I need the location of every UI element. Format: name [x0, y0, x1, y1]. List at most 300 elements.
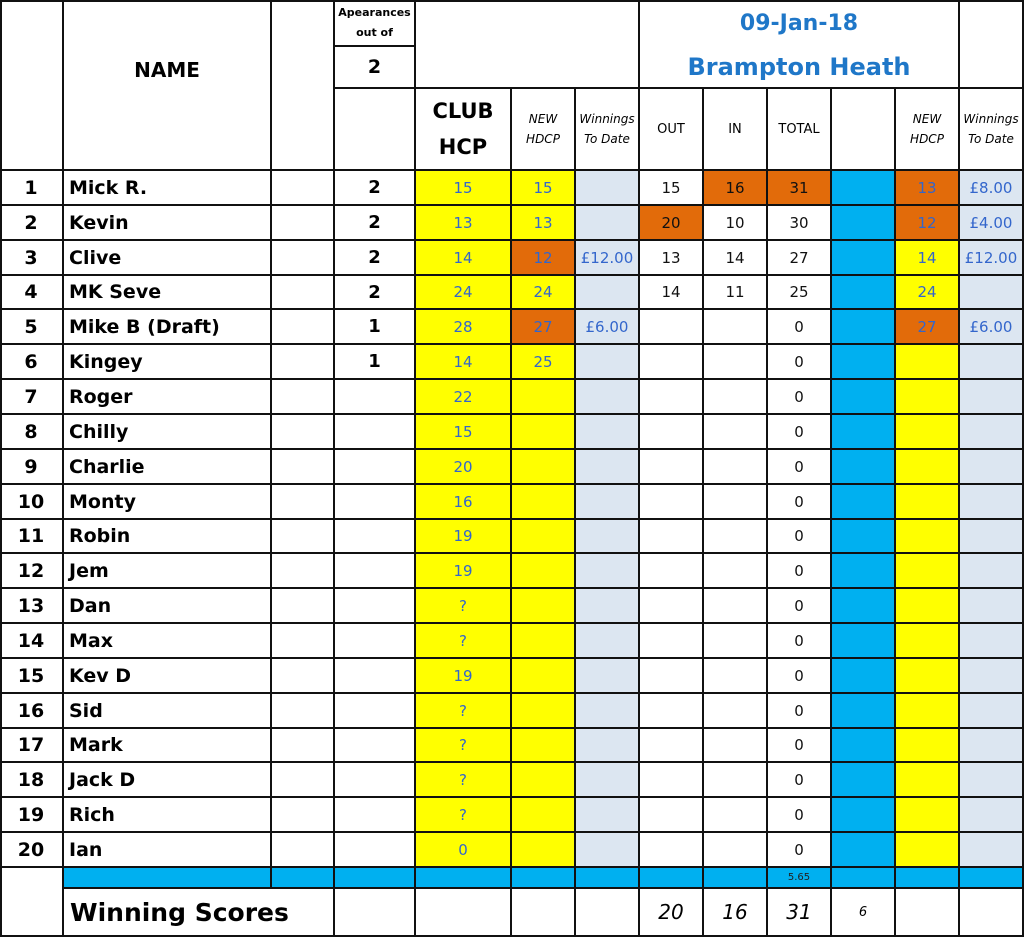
player-name: Monty	[64, 485, 272, 520]
new-hdcp-2-cell	[896, 589, 960, 624]
in-score-cell	[704, 694, 768, 729]
new-hdcp-2-cell	[896, 520, 960, 554]
new-hdcp-line1: NEW	[528, 112, 558, 126]
new-hdcp-2-cell: 13	[896, 171, 960, 206]
row-blank-col	[272, 520, 335, 554]
out-score-cell	[640, 310, 704, 345]
row-number: 6	[0, 345, 64, 380]
in-score-cell	[704, 310, 768, 345]
row-number: 7	[0, 380, 64, 415]
appearances-cell: 2	[335, 276, 416, 310]
winning-out: 20	[640, 889, 704, 937]
winnings-cell	[576, 624, 640, 659]
cyan-cell	[832, 206, 896, 241]
club-hcp-cell: 20	[416, 450, 512, 485]
in-score-cell	[704, 415, 768, 450]
in-score-cell	[704, 554, 768, 589]
cyan-cell	[832, 833, 896, 868]
summary-blank	[416, 889, 512, 937]
total-score-cell: 0	[768, 694, 832, 729]
player-name: Charlie	[64, 450, 272, 485]
player-name: Mick R.	[64, 171, 272, 206]
winnings-2-cell	[960, 624, 1024, 659]
new-hdcp-2-cell	[896, 415, 960, 450]
out-score-cell	[640, 520, 704, 554]
row-number: 9	[0, 450, 64, 485]
row-number: 16	[0, 694, 64, 729]
winnings-2-cell	[960, 589, 1024, 624]
winnings-cell	[576, 345, 640, 380]
new-hdcp-cell: 13	[512, 206, 576, 241]
total-score-cell: 0	[768, 589, 832, 624]
appearances-cell: 2	[335, 206, 416, 241]
new-hdcp2-line2: HDCP	[910, 132, 944, 146]
winnings2-line1: Winnings	[963, 112, 1019, 126]
cyan-cell	[832, 694, 896, 729]
new-hdcp-cell	[512, 554, 576, 589]
out-score-cell: 15	[640, 171, 704, 206]
header-club-hcp	[416, 89, 512, 171]
total-score-cell: 0	[768, 450, 832, 485]
out-score-cell: 13	[640, 241, 704, 276]
header-new-hdcp-2	[896, 89, 960, 171]
total-score-cell: 25	[768, 276, 832, 310]
new-hdcp-2-cell: 12	[896, 206, 960, 241]
winnings-cell	[576, 485, 640, 520]
header-in: IN	[704, 89, 768, 171]
average-total-cell: 5.65	[768, 868, 832, 889]
row-number: 1	[0, 171, 64, 206]
winnings-2-cell	[960, 450, 1024, 485]
row-number: 20	[0, 833, 64, 868]
new-hdcp-2-cell	[896, 624, 960, 659]
total-score-cell: 0	[768, 485, 832, 520]
row-blank-col	[272, 241, 335, 276]
header-right-blank	[960, 0, 1024, 89]
winnings-2-cell	[960, 520, 1024, 554]
winnings-cell	[576, 276, 640, 310]
summary-blank	[335, 889, 416, 937]
in-score-cell: 11	[704, 276, 768, 310]
out-score-cell	[640, 485, 704, 520]
row-number: 11	[0, 520, 64, 554]
new-hdcp-2-cell	[896, 345, 960, 380]
total-score-cell: 0	[768, 798, 832, 833]
appearances-cell	[335, 833, 416, 868]
total-score-cell: 0	[768, 310, 832, 345]
total-score-cell: 0	[768, 554, 832, 589]
winnings-cell	[576, 589, 640, 624]
new-hdcp-2-cell: 14	[896, 241, 960, 276]
new-hdcp-cell	[512, 520, 576, 554]
header-appearances-blank	[335, 89, 416, 171]
out-of-label: out of	[356, 25, 393, 39]
club-hcp-cell: 19	[416, 520, 512, 554]
in-score-cell	[704, 520, 768, 554]
club-hcp-cell: 15	[416, 171, 512, 206]
cyan-cell	[832, 171, 896, 206]
out-score-cell	[640, 450, 704, 485]
summary-cyan-band	[335, 868, 416, 889]
club-hcp-cell: 15	[416, 415, 512, 450]
winnings-cell	[576, 520, 640, 554]
in-score-cell	[704, 589, 768, 624]
cyan-cell	[832, 380, 896, 415]
cyan-cell	[832, 450, 896, 485]
header-date: 09-Jan-18	[640, 0, 960, 47]
new-hdcp-cell	[512, 485, 576, 520]
row-blank-col	[272, 729, 335, 763]
club-hcp-cell: ?	[416, 798, 512, 833]
out-score-cell	[640, 729, 704, 763]
club-hcp-cell: 0	[416, 833, 512, 868]
summary-blank	[512, 889, 576, 937]
club-hcp-cell: ?	[416, 694, 512, 729]
row-blank-col	[272, 589, 335, 624]
winnings-line1: Winnings	[579, 112, 635, 126]
summary-cyan-band	[704, 868, 768, 889]
summary-blank	[576, 889, 640, 937]
winnings-cell	[576, 763, 640, 798]
club-hcp-cell: 14	[416, 241, 512, 276]
appearances-cell	[335, 659, 416, 694]
winnings-cell	[576, 729, 640, 763]
new-hdcp-cell	[512, 589, 576, 624]
club-hcp-cell: 13	[416, 206, 512, 241]
cyan-cell	[832, 485, 896, 520]
cyan-cell	[832, 624, 896, 659]
cyan-cell	[832, 589, 896, 624]
out-score-cell	[640, 345, 704, 380]
winnings-cell	[576, 415, 640, 450]
new-hdcp-cell	[512, 763, 576, 798]
winnings-2-cell	[960, 345, 1024, 380]
club-hcp-cell: ?	[416, 589, 512, 624]
club-hcp-cell: 28	[416, 310, 512, 345]
header-appearances	[335, 0, 416, 47]
appearances-cell	[335, 624, 416, 659]
in-score-cell	[704, 624, 768, 659]
header-blank-cyan-col	[832, 89, 896, 171]
summary-blank	[896, 889, 960, 937]
club-hcp-cell: ?	[416, 729, 512, 763]
header-total: TOTAL	[768, 89, 832, 171]
in-score-cell	[704, 763, 768, 798]
summary-cyan-band	[832, 868, 896, 889]
row-blank-col	[272, 310, 335, 345]
player-name: Robin	[64, 520, 272, 554]
player-name: Sid	[64, 694, 272, 729]
winnings-2-cell	[960, 415, 1024, 450]
out-score-cell	[640, 763, 704, 798]
cyan-cell	[832, 554, 896, 589]
new-hdcp-2-cell	[896, 763, 960, 798]
header-name-label: NAME	[134, 58, 200, 82]
winnings-2-cell	[960, 694, 1024, 729]
player-name: Roger	[64, 380, 272, 415]
header-blank-col	[272, 0, 335, 171]
row-blank-col	[272, 171, 335, 206]
new-hdcp-2-cell	[896, 798, 960, 833]
appearances-cell	[335, 415, 416, 450]
winnings-cell	[576, 554, 640, 589]
header-index-blank	[0, 0, 64, 171]
summary-index-blank	[0, 868, 64, 937]
out-score-cell: 14	[640, 276, 704, 310]
in-score-cell	[704, 833, 768, 868]
new-hdcp-cell	[512, 624, 576, 659]
club-hcp-cell: 14	[416, 345, 512, 380]
in-score-cell: 14	[704, 241, 768, 276]
new-hdcp-2-cell	[896, 450, 960, 485]
winnings-2-cell	[960, 276, 1024, 310]
header-new-hdcp	[512, 89, 576, 171]
new-hdcp-2-cell	[896, 659, 960, 694]
club-hcp-cell: 24	[416, 276, 512, 310]
player-name: Kingey	[64, 345, 272, 380]
cyan-cell	[832, 415, 896, 450]
row-number: 3	[0, 241, 64, 276]
in-score-cell	[704, 485, 768, 520]
in-score-cell	[704, 729, 768, 763]
row-blank-col	[272, 276, 335, 310]
summary-cyan-band	[896, 868, 960, 889]
new-hdcp-cell	[512, 380, 576, 415]
row-blank-col	[272, 206, 335, 241]
winning-extra: 6	[832, 889, 896, 937]
cyan-cell	[832, 276, 896, 310]
new-hdcp-cell: 15	[512, 171, 576, 206]
row-blank-col	[272, 833, 335, 868]
club-hcp-cell: 19	[416, 554, 512, 589]
row-number: 17	[0, 729, 64, 763]
player-name: Kev D	[64, 659, 272, 694]
appearances-cell	[335, 729, 416, 763]
summary-cyan-band	[272, 868, 335, 889]
in-score-cell	[704, 659, 768, 694]
total-score-cell: 0	[768, 729, 832, 763]
cyan-cell	[832, 729, 896, 763]
out-score-cell	[640, 624, 704, 659]
row-blank-col	[272, 485, 335, 520]
header-out: OUT	[640, 89, 704, 171]
total-score-cell: 0	[768, 415, 832, 450]
player-name: Jem	[64, 554, 272, 589]
out-score-cell	[640, 380, 704, 415]
row-number: 12	[0, 554, 64, 589]
club-hcp-line1: CLUB	[432, 99, 494, 123]
winnings-2-cell	[960, 729, 1024, 763]
total-score-cell: 0	[768, 833, 832, 868]
new-hdcp-cell	[512, 729, 576, 763]
row-number: 13	[0, 589, 64, 624]
player-name: Rich	[64, 798, 272, 833]
new-hdcp-2-cell	[896, 694, 960, 729]
total-score-cell: 0	[768, 624, 832, 659]
new-hdcp-2-cell	[896, 485, 960, 520]
total-score-cell: 0	[768, 345, 832, 380]
summary-cyan-band	[960, 868, 1024, 889]
new-hdcp-cell: 24	[512, 276, 576, 310]
winnings-2-cell	[960, 798, 1024, 833]
club-hcp-cell: 19	[416, 659, 512, 694]
out-score-cell: 20	[640, 206, 704, 241]
cyan-cell	[832, 798, 896, 833]
club-hcp-cell: 16	[416, 485, 512, 520]
new-hdcp-cell	[512, 450, 576, 485]
player-name: Max	[64, 624, 272, 659]
total-score-cell: 0	[768, 659, 832, 694]
out-score-cell	[640, 589, 704, 624]
new-hdcp-cell: 25	[512, 345, 576, 380]
winnings-2-cell	[960, 763, 1024, 798]
in-score-cell	[704, 798, 768, 833]
winnings-cell	[576, 798, 640, 833]
row-number: 2	[0, 206, 64, 241]
header-name	[64, 0, 272, 171]
new-hdcp-cell	[512, 694, 576, 729]
cyan-cell	[832, 659, 896, 694]
winnings-line2: To Date	[584, 132, 630, 146]
winnings-cell	[576, 171, 640, 206]
total-score-cell: 0	[768, 763, 832, 798]
winning-total: 31	[768, 889, 832, 937]
summary-cyan-band	[416, 868, 512, 889]
club-hcp-cell: ?	[416, 763, 512, 798]
cyan-cell	[832, 345, 896, 380]
row-blank-col	[272, 345, 335, 380]
row-blank-col	[272, 624, 335, 659]
appearances-cell: 2	[335, 241, 416, 276]
new-hdcp-cell	[512, 415, 576, 450]
row-blank-col	[272, 763, 335, 798]
winnings-cell	[576, 659, 640, 694]
out-score-cell	[640, 554, 704, 589]
row-number: 4	[0, 276, 64, 310]
player-name: Jack D	[64, 763, 272, 798]
winnings-cell	[576, 694, 640, 729]
in-score-cell: 10	[704, 206, 768, 241]
club-hcp-cell: ?	[416, 624, 512, 659]
appearances-cell	[335, 694, 416, 729]
new-hdcp-cell: 27	[512, 310, 576, 345]
summary-blank	[960, 889, 1024, 937]
winnings-2-cell: £6.00	[960, 310, 1024, 345]
new-hdcp-2-cell: 24	[896, 276, 960, 310]
player-name: MK Seve	[64, 276, 272, 310]
appearances-cell	[335, 380, 416, 415]
player-name: Mike B (Draft)	[64, 310, 272, 345]
club-hcp-cell: 22	[416, 380, 512, 415]
total-score-cell: 31	[768, 171, 832, 206]
winnings-cell	[576, 380, 640, 415]
summary-cyan-band	[576, 868, 640, 889]
winnings-2-cell	[960, 554, 1024, 589]
row-blank-col	[272, 380, 335, 415]
appearances-cell	[335, 520, 416, 554]
in-score-cell: 16	[704, 171, 768, 206]
player-name: Ian	[64, 833, 272, 868]
winnings-cell	[576, 206, 640, 241]
header-top-blank	[416, 0, 640, 89]
club-hcp-line2: HCP	[438, 135, 488, 159]
new-hdcp-cell	[512, 798, 576, 833]
out-score-cell	[640, 415, 704, 450]
winnings-2-cell	[960, 659, 1024, 694]
winning-in: 16	[704, 889, 768, 937]
in-score-cell	[704, 450, 768, 485]
winnings2-line2: To Date	[968, 132, 1014, 146]
cyan-cell	[832, 241, 896, 276]
cyan-cell	[832, 763, 896, 798]
new-hdcp-2-cell	[896, 380, 960, 415]
winnings-cell: £12.00	[576, 241, 640, 276]
summary-cyan-band	[64, 868, 272, 889]
row-number: 14	[0, 624, 64, 659]
out-score-cell	[640, 659, 704, 694]
appearances-cell	[335, 485, 416, 520]
header-course: Brampton Heath	[640, 47, 960, 89]
appearances-cell	[335, 450, 416, 485]
total-score-cell: 0	[768, 520, 832, 554]
row-number: 19	[0, 798, 64, 833]
new-hdcp-2-cell	[896, 833, 960, 868]
summary-cyan-band	[640, 868, 704, 889]
winnings-2-cell: £8.00	[960, 171, 1024, 206]
total-score-cell: 0	[768, 380, 832, 415]
total-score-cell: 27	[768, 241, 832, 276]
appearances-cell	[335, 798, 416, 833]
row-number: 8	[0, 415, 64, 450]
winnings-cell: £6.00	[576, 310, 640, 345]
in-score-cell	[704, 345, 768, 380]
row-number: 18	[0, 763, 64, 798]
player-name: Chilly	[64, 415, 272, 450]
row-number: 5	[0, 310, 64, 345]
summary-cyan-band	[512, 868, 576, 889]
row-number: 10	[0, 485, 64, 520]
total-score-cell: 30	[768, 206, 832, 241]
new-hdcp-2-cell	[896, 554, 960, 589]
new-hdcp-cell	[512, 659, 576, 694]
appearances-cell: 2	[335, 171, 416, 206]
winnings-cell	[576, 833, 640, 868]
row-number: 15	[0, 659, 64, 694]
appearances-cell: 1	[335, 310, 416, 345]
row-blank-col	[272, 415, 335, 450]
row-blank-col	[272, 450, 335, 485]
row-blank-col	[272, 798, 335, 833]
row-blank-col	[272, 659, 335, 694]
row-blank-col	[272, 554, 335, 589]
new-hdcp-cell	[512, 833, 576, 868]
winning-scores-label: Winning Scores	[64, 889, 335, 937]
out-score-cell	[640, 694, 704, 729]
new-hdcp-2-cell: 27	[896, 310, 960, 345]
winnings-2-cell	[960, 833, 1024, 868]
player-name: Kevin	[64, 206, 272, 241]
in-score-cell	[704, 380, 768, 415]
player-name: Mark	[64, 729, 272, 763]
out-score-cell	[640, 798, 704, 833]
new-hdcp-cell: 12	[512, 241, 576, 276]
appearances-cell	[335, 763, 416, 798]
new-hdcp2-line1: NEW	[912, 112, 942, 126]
appearances-label: Apearances	[338, 5, 411, 19]
player-name: Clive	[64, 241, 272, 276]
cyan-cell	[832, 310, 896, 345]
out-score-cell	[640, 833, 704, 868]
